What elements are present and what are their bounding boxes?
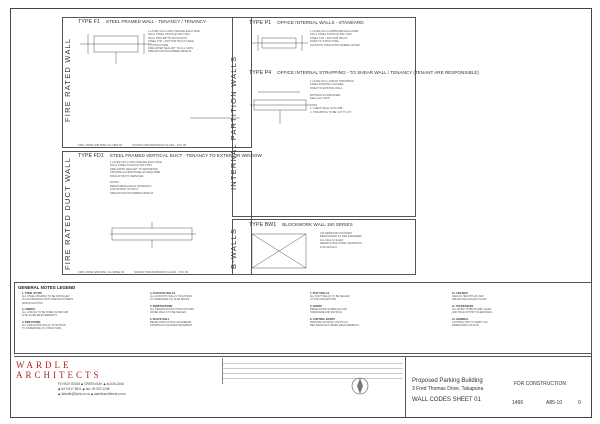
- spec-notes-bw1: 190 SERIES BLOCKWORK REINFORCED AS PER ENGINEER ALL CELLS FILLED REFER STRUCTURAL DRAWINGS FOR DETAILS: [320, 232, 362, 249]
- panel-type-p4: TYPE P4: [249, 70, 272, 76]
- project-address: 3 Fred Thomas Drive, Takapuna: [412, 386, 484, 392]
- revision-table: [222, 358, 403, 384]
- section-label-fire-rated-wall: FIRE RATED WALL: [63, 37, 72, 123]
- wall-section-bw1: [250, 232, 310, 270]
- firm-address-1: PO BOX 80168 ◆ GREEN BAY ◆ AUCKLAND: [58, 382, 124, 386]
- general-notes-col-3: 7. DUCT WALLS ALL DUCT WALLS TO BE SEALED AT TOP AND BOTTOM 8. DOORS REFER DOOR SCHEDULE FOR HARDWARE AND RATINGS 9. CONTROL JOINTS PROVIDE CONTROL JOINTS AS PER MANUFACTURERS REQUIREMENTS: [310, 292, 360, 328]
- general-notes-col-2: 4. ACOUSTIC WALLS ALL ACOUSTIC WALLS TO EXTEND TO UNDERSIDE OF SLAB ABOVE 5. PENETRATIONS ALL PENETRATIONS THROUGH FIRE RATED WALLS TO BE SEALED 6. BLOCK WALL REFER STRUCTURAL ENGINEERS DRAWINGS FOR REINFORCEMENT: [150, 292, 194, 328]
- client-name: FDR CONSTRUCTION: [514, 381, 566, 387]
- panel-type-f1: TYPE F1: [78, 19, 100, 25]
- panel-desc-f1: STEEL FRAMED WALL - TENANCY / TENANCY: [105, 19, 206, 24]
- footer-f1: FRR -/60/60 GIB SPEC No GBS 60 SOUND TRANSMISSION CLASS : STC 39: [78, 143, 187, 147]
- spec-notes-f1: 1 LAYER 13mm GIB FYRELINE EACH SIDE 92mm STEEL STUDS @ 600 CTRS 90mm PINK BATTS INSULATION STEEL TOP + BOTTOM TRACK FIXED TO STRUCTURE FIRE RATED SEALANT TO ALL GAPS SPECIFICATION NUMBER GBSE 60: [148, 30, 200, 54]
- panel-type-fd1: TYPE FD1: [78, 153, 104, 159]
- section-label-b-walls: B-WALLS: [229, 227, 238, 269]
- panel-title-p4: [249, 70, 479, 76]
- panel-title-bw1: [249, 222, 353, 228]
- spec-notes-fd1: 1 LAYER 13mm GIB FYRELINE EACH SIDE 92mm STEEL STUDS @ 600 CTRS FIRE RATED SEALANT TO PERIMETER PROVIDE ACCESS PANEL AS REQUIRED INSULATION TO SERVICES NOTES REFER MECHANICAL DRAWINGS FOR EXTENT OF DUCT SPECIFICATION NUMBER GBSE 60: [110, 161, 162, 195]
- section-label-internal-partition-walls: INTERNAL PARTITION WALLS: [229, 55, 238, 190]
- panel-desc-fd1: STEEL FRAMED VERTICAL DUCT - TENANCY TO EXTERIOR WINDOW: [109, 153, 262, 158]
- firm-name-line-2: ARCHITECTS: [16, 370, 102, 380]
- spec-notes-p1: 1 LAYER 10mm GIB BOARD EACH SIDE 64mm STEEL STUDS @ 600 CTRS STEEL TOP + BOTTOM TRACK FIXED TO STRUCTURE ACOUSTIC INSULATION WHERE NOTED: [310, 30, 360, 47]
- panel-title-p1: [249, 20, 364, 26]
- firm-logo: [16, 360, 102, 380]
- general-notes-col-4: 10. CEILINGS CEILING HEIGHTS AS PER REFLECTED CEILING PLANS 11. TOLERANCES ALL WORK TO BE PLUMB, LEVEL AND TRUE WITHIN TOLERANCES 12. GENERAL CONTRACTOR TO VERIFY ALL DIMENSIONS ON SITE: [452, 292, 492, 328]
- panel-desc-bw1: BLOCKWORK WALL 190 SERIES: [282, 222, 353, 227]
- general-notes-panel: [14, 282, 592, 354]
- panel-desc-p1: OFFICE INTERNAL WALLS - STANDARD: [277, 20, 364, 25]
- firm-address-2: ◆ 64 9 817 8611 ◆ fax: 09 303 1248: [58, 387, 110, 391]
- section-label-fire-rated-duct-wall: FIRE RATED DUCT WALL: [63, 156, 72, 270]
- firm-address-3: ◆ Wardle@2pbs.co.nz ◆ wardlearchitects.co.nz: [58, 392, 126, 396]
- wall-section-p4: [250, 86, 315, 130]
- general-notes-title: GENERAL NOTES LEGEND: [18, 285, 76, 290]
- wall-section-fd1: [110, 222, 200, 252]
- panel-title-f1: [78, 19, 206, 25]
- spec-notes-p4: 1 LAYER 10mm GIB ON STRAPPING STEEL FURRING CHANNEL FIXED TO EXISTING WALL BATTENS AS SPECIFIED SEAL ALL GAPS NOTE 1. CHECK WALL IS PLUMB 2. STRAPPING TO BE CUT TO FIT: [310, 80, 354, 114]
- general-notes-col-1: 1. STEEL STUDS ALL STEEL FRAMING TO BE INSTALLED IN ACCORDANCE WITH MANUFACTURERS SPECIFICATIONS 2. LININGS ALL LININGS TO BE FIXED AS PER GIB SITE GUIDE REQUIREMENTS 3. FIRE RATING ALL FIRE RATED WALLS TO EXTEND TO UNDERSIDE OF STRUCTURE: [22, 292, 74, 331]
- sheet-title: WALL CODES SHEET 01: [412, 397, 481, 403]
- panel-type-p1: TYPE P1: [249, 20, 272, 26]
- footer-fd1: FRR -/60/60 GIB SPEC No GBSE 60 SOUND TRANSMISSION CLASS : STC 39: [78, 270, 188, 274]
- revision-number: 0: [578, 400, 581, 406]
- panel-type-bw1: TYPE BW1: [249, 222, 277, 228]
- panel-desc-p4: OFFICE INTERNAL STRAPPING - TO SHEAR WALL / TENANCY (TENANT ARE RESPONSIBLE): [277, 70, 479, 75]
- drawing-number: A85-10: [546, 400, 563, 406]
- north-point-icon: [349, 375, 371, 397]
- project-name: Proposed Parking Building: [412, 378, 483, 384]
- job-number: 1496: [512, 400, 524, 406]
- firm-name-line-1: WARDLE: [16, 360, 72, 370]
- wall-section-p1: [252, 30, 312, 60]
